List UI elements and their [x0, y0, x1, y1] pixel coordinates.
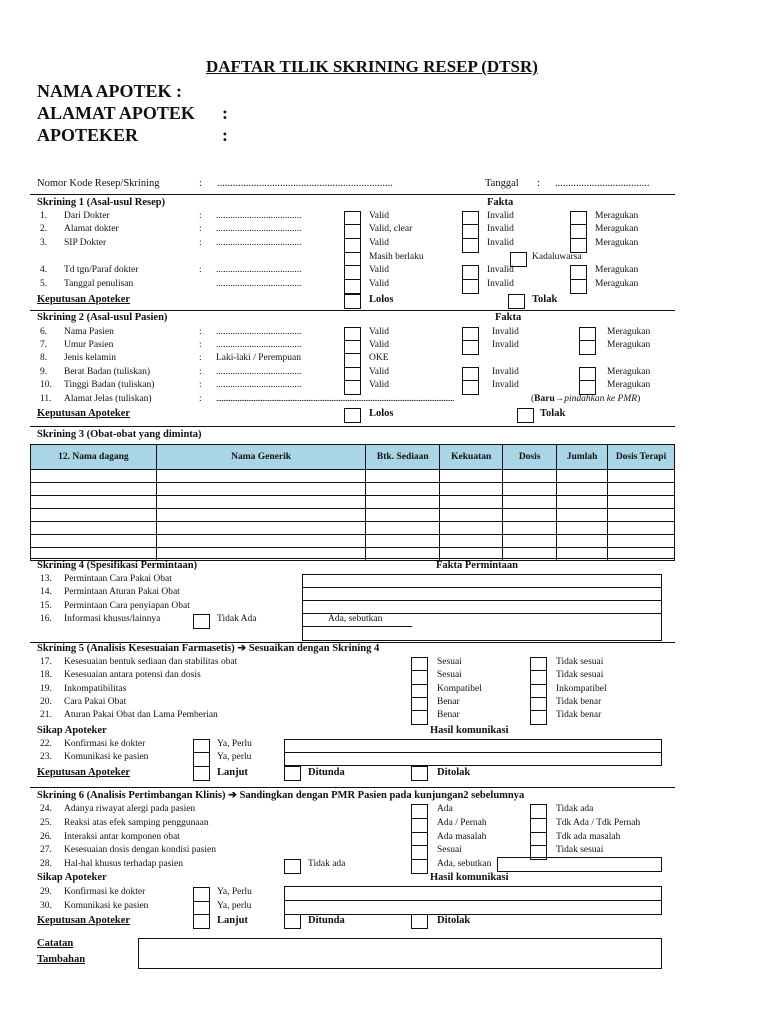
option-label: Valid	[369, 340, 390, 350]
checkbox[interactable]	[411, 766, 428, 781]
table-header-row	[31, 445, 675, 470]
option-label: Sesuai	[437, 657, 462, 667]
item-no: 30.	[40, 901, 52, 911]
option-label: Tidak benar	[556, 697, 602, 707]
pindahkan-note: →pindahkan ke PMR	[554, 394, 638, 404]
table-cell[interactable]	[608, 509, 675, 522]
option-label: Invalid	[487, 265, 514, 275]
drug-table	[30, 444, 675, 561]
apoteker-label: APOTEKER	[37, 125, 139, 145]
item-colon: :	[199, 224, 202, 234]
item-label: Dari Dokter	[64, 211, 110, 221]
keputusan-label: Keputusan Apoteker	[37, 767, 131, 778]
baru-open-paren: (	[531, 394, 535, 404]
checkbox[interactable]	[193, 914, 210, 929]
checkbox[interactable]	[462, 380, 479, 395]
table-cell[interactable]	[440, 522, 503, 535]
table-cell[interactable]	[608, 522, 675, 535]
item-label: Inkompatibilitas	[64, 684, 127, 694]
table-cell[interactable]	[503, 470, 557, 483]
checkbox[interactable]	[462, 340, 479, 355]
checkbox[interactable]	[193, 752, 210, 767]
item-colon: :	[199, 367, 202, 377]
option-label: Valid	[369, 380, 390, 390]
skrining6-title: Skrining 6 (Analisis Pertimbangan Klinis) ➔ Sandingkan dengan PMR Pasien pada kunjungan2 sebelumnya	[37, 790, 525, 801]
item-colon: :	[199, 211, 202, 221]
table-cell[interactable]	[31, 522, 157, 535]
checkbox[interactable]	[344, 294, 361, 309]
option-label: Invalid	[487, 211, 514, 221]
checkbox[interactable]	[193, 766, 210, 781]
hal-khusus-field[interactable]	[497, 857, 662, 872]
option-label: Tdk Ada / Tdk Pernah	[556, 818, 641, 828]
lolos-label: Lolos	[369, 294, 394, 305]
table-cell[interactable]	[608, 535, 675, 548]
col-header-btk-sediaan: Btk. Sediaan	[366, 445, 440, 470]
table-cell[interactable]	[156, 496, 366, 509]
kadaluwarsa-label: Kadaluwarsa	[532, 252, 582, 262]
option-label: Meragukan	[607, 340, 651, 350]
checkbox[interactable]	[411, 845, 428, 860]
option-label: Valid	[369, 279, 390, 289]
checkbox[interactable]	[344, 238, 361, 253]
table-cell[interactable]	[366, 522, 440, 535]
option-label: Invalid	[492, 327, 519, 337]
option-label: Meragukan	[607, 380, 651, 390]
skrining1-fakta: Fakta	[487, 197, 514, 208]
option-label: Ada masalah	[437, 832, 487, 842]
item-label: Aturan Pakai Obat dan Lama Pemberian	[64, 710, 218, 720]
col-header-jumlah: Jumlah	[557, 445, 608, 470]
keputusan-label: Keputusan Apoteker	[37, 408, 131, 419]
table-cell[interactable]	[557, 483, 608, 496]
option-label: Benar	[437, 710, 460, 720]
table-cell[interactable]	[366, 483, 440, 496]
option-label: Valid	[369, 327, 390, 337]
item-label: Cara Pakai Obat	[64, 697, 127, 707]
table-row	[31, 509, 675, 522]
item-label: Alamat Jelas (tuliskan)	[64, 394, 152, 404]
checkbox[interactable]	[344, 265, 361, 280]
table-cell[interactable]	[608, 483, 675, 496]
catatan-label: Catatan	[37, 938, 74, 949]
table-cell[interactable]	[557, 522, 608, 535]
option-label: Tdk ada masalah	[556, 832, 621, 842]
item-no: 23.	[40, 752, 52, 762]
checkbox[interactable]	[517, 408, 534, 423]
option-label: Ada, sebutkan	[437, 859, 492, 869]
hasil-komunikasi-dokter-field[interactable]	[284, 739, 662, 753]
option-label: Tidak sesuai	[556, 845, 604, 855]
option-label: Meragukan	[607, 367, 651, 377]
baru-close-paren: )	[637, 394, 641, 404]
item-no: 27.	[40, 845, 52, 855]
item-label: Nama Pasien	[64, 327, 114, 337]
checkbox[interactable]	[284, 859, 301, 874]
item-label: Informasi khusus/lainnya	[64, 614, 161, 624]
divider	[30, 426, 675, 427]
option-label: Invalid	[487, 238, 514, 248]
checkbox[interactable]	[530, 818, 547, 833]
item-label: Kesesuaian dosis dengan kondisi pasien	[64, 845, 216, 855]
col-header-dosis-terapi: Dosis Terapi	[608, 445, 675, 470]
item-no: 26.	[40, 832, 52, 842]
col-header-nama-generik: Nama Generik	[156, 445, 366, 470]
item-field[interactable]: ....................................	[216, 211, 302, 221]
checkbox[interactable]	[193, 887, 210, 902]
table-cell[interactable]	[156, 522, 366, 535]
table-row	[31, 496, 675, 509]
table-cell[interactable]	[440, 496, 503, 509]
tanggal-field[interactable]: ....................................	[555, 178, 650, 189]
cara-penyiapan-field[interactable]	[302, 600, 662, 614]
option-label: Ada / Pernah	[437, 818, 487, 828]
nomor-kode-label: Nomor Kode Resep/Skrining	[37, 178, 160, 189]
item-field[interactable]: ....................................	[216, 238, 302, 248]
skrining4-title: Skrining 4 (Spesifikasi Permintaan)	[37, 560, 198, 571]
table-cell[interactable]	[503, 483, 557, 496]
table-cell[interactable]	[557, 509, 608, 522]
table-cell[interactable]	[156, 483, 366, 496]
table-cell[interactable]	[366, 470, 440, 483]
checkbox[interactable]	[411, 818, 428, 833]
checkbox[interactable]	[462, 279, 479, 294]
table-cell[interactable]	[156, 470, 366, 483]
item-no: 14.	[40, 587, 52, 597]
item-no: 16.	[40, 614, 52, 624]
nama-apotek-label: NAMA APOTEK :	[37, 81, 183, 101]
option-label: Sesuai	[437, 670, 462, 680]
table-cell[interactable]	[31, 535, 157, 548]
item-no: 8.	[40, 353, 48, 363]
option-label: Meragukan	[595, 238, 639, 248]
option-label: Ya, perlu	[217, 752, 252, 762]
item-label: Hal-hal khusus terhadap pasien	[64, 859, 183, 869]
table-cell[interactable]	[557, 535, 608, 548]
table-cell[interactable]	[31, 470, 157, 483]
item-label: Kesesuaian bentuk sediaan dan stabilitas obat	[64, 657, 238, 667]
checkbox[interactable]	[462, 265, 479, 280]
divider	[30, 310, 675, 311]
keputusan-label: Keputusan Apoteker	[37, 915, 131, 926]
table-cell[interactable]	[31, 483, 157, 496]
item-no: 11.	[40, 394, 52, 404]
item-label: Permintaan Aturan Pakai Obat	[64, 587, 180, 597]
item-field[interactable]: ....................................	[216, 279, 302, 289]
option-label: Meragukan	[595, 279, 639, 289]
skrining5-title: Skrining 5 (Analisis Kesesuaian Farmasetis) ➔ Sesuaikan dengan Skrining 4	[37, 643, 380, 654]
option-label: Inkompatibel	[556, 684, 607, 694]
sikap-apoteker-label: Sikap Apoteker	[37, 725, 107, 736]
item-label: Interaksi antar komponen obat	[64, 832, 180, 842]
hasil-komunikasi-dokter-field[interactable]	[284, 886, 662, 901]
option-label: Ya, perlu	[217, 901, 252, 911]
table-cell[interactable]	[503, 535, 557, 548]
item-label: Konfirmasi ke dokter	[64, 739, 146, 749]
option-label: Tidak ada	[556, 804, 594, 814]
alamat-field[interactable]: ......................................................................................................................................	[216, 394, 454, 404]
table-cell[interactable]	[440, 470, 503, 483]
table-cell[interactable]	[608, 470, 675, 483]
divider	[30, 194, 675, 195]
option-label: Meragukan	[595, 265, 639, 275]
item-label: Adanya riwayat alergi pada pasien	[64, 804, 196, 814]
checkbox[interactable]	[411, 710, 428, 725]
checkbox[interactable]	[570, 279, 587, 294]
tidak-ada-label: Tidak Ada	[217, 614, 257, 624]
lolos-label: Lolos	[369, 408, 394, 419]
option-label: Invalid	[487, 224, 514, 234]
masih-berlaku-label: Masih berlaku	[369, 252, 424, 262]
item-field[interactable]: ....................................	[216, 224, 302, 234]
checkbox[interactable]	[284, 914, 301, 929]
option-label: Invalid	[487, 279, 514, 289]
item-colon: :	[199, 327, 202, 337]
option-label: Meragukan	[607, 327, 651, 337]
item-label: Reaksi atas efek samping penggunaan	[64, 818, 209, 828]
item-no: 1.	[40, 211, 48, 221]
ditunda-label: Ditunda	[308, 915, 345, 926]
fakta-permintaan-label: Fakta Permintaan	[436, 560, 518, 571]
table-row	[31, 522, 675, 535]
item-label: Tanggal penulisan	[64, 279, 134, 289]
item-label: Komunikasi ke pasien	[64, 752, 149, 762]
item-label: Td tgn/Paraf dokter	[64, 265, 139, 275]
checkbox[interactable]	[411, 670, 428, 685]
checkbox[interactable]	[193, 614, 210, 629]
option-label: Invalid	[492, 367, 519, 377]
tanggal-label: Tanggal	[485, 178, 519, 189]
skrining1-title: Skrining 1 (Asal-usul Resep)	[37, 197, 166, 208]
item-no: 15.	[40, 601, 52, 611]
item-colon: :	[199, 353, 202, 363]
table-cell[interactable]	[440, 483, 503, 496]
skrining2-fakta: Fakta	[495, 312, 522, 323]
option-label: Invalid	[492, 380, 519, 390]
divider	[30, 558, 675, 559]
table-cell[interactable]	[31, 509, 157, 522]
checkbox[interactable]	[344, 279, 361, 294]
table-cell[interactable]	[156, 535, 366, 548]
table-cell[interactable]	[503, 496, 557, 509]
table-cell[interactable]	[557, 496, 608, 509]
option-label: Kompatibel	[437, 684, 482, 694]
item-label: Komunikasi ke pasien	[64, 901, 149, 911]
checkbox[interactable]	[579, 340, 596, 355]
checkbox[interactable]	[570, 224, 587, 239]
table-cell[interactable]	[31, 496, 157, 509]
tambahan-label: Tambahan	[37, 954, 86, 965]
option-label: Invalid	[492, 340, 519, 350]
nomor-kode-colon: :	[199, 178, 202, 189]
item-no: 28.	[40, 859, 52, 869]
divider	[30, 787, 675, 788]
col-header-nama-dagang: 12. Nama dagang	[31, 445, 157, 470]
item-colon: :	[199, 394, 202, 404]
checkbox[interactable]	[530, 670, 547, 685]
gender-field[interactable]: Laki-laki / Perempuan	[216, 353, 301, 363]
checkbox[interactable]	[462, 224, 479, 239]
item-no: 20.	[40, 697, 52, 707]
item-no: 7.	[40, 340, 48, 350]
item-field[interactable]: ....................................	[216, 380, 302, 390]
table-cell[interactable]	[440, 509, 503, 522]
nomor-kode-field[interactable]: ...................................................................	[217, 178, 393, 189]
tolak-label: Tolak	[532, 294, 558, 305]
item-no: 6.	[40, 327, 48, 337]
option-label: Sesuai	[437, 845, 462, 855]
item-no: 22.	[40, 739, 52, 749]
alamat-apotek-colon: :	[222, 103, 228, 123]
tolak-label: Tolak	[540, 408, 566, 419]
tanggal-colon: :	[537, 178, 540, 189]
option-label: Meragukan	[595, 211, 639, 221]
item-no: 17.	[40, 657, 52, 667]
option-label: Ada	[437, 804, 453, 814]
option-label: Valid	[369, 238, 390, 248]
checkbox[interactable]	[462, 238, 479, 253]
ditunda-label: Ditunda	[308, 767, 345, 778]
option-label: Ya, Perlu	[217, 887, 252, 897]
checkbox[interactable]	[344, 380, 361, 395]
hasil-komunikasi-label: Hasil komunikasi	[430, 872, 509, 883]
checkbox[interactable]	[344, 353, 361, 368]
item-no: 19.	[40, 684, 52, 694]
table-cell[interactable]	[440, 535, 503, 548]
item-no: 9.	[40, 367, 48, 377]
option-label: Meragukan	[595, 224, 639, 234]
checkbox[interactable]	[570, 265, 587, 280]
table-row	[31, 483, 675, 496]
option-label: Ya, Perlu	[217, 739, 252, 749]
checkbox[interactable]	[508, 294, 525, 309]
lanjut-label: Lanjut	[217, 767, 248, 778]
item-no: 29.	[40, 887, 52, 897]
checkbox[interactable]	[530, 804, 547, 819]
item-field[interactable]: ....................................	[216, 367, 302, 377]
lanjut-label: Lanjut	[217, 915, 248, 926]
ada-sebutkan-label: Ada, sebutkan	[328, 614, 383, 624]
tidak-ada-label: Tidak ada	[308, 859, 346, 869]
option-label: Valid, clear	[369, 224, 413, 234]
item-no: 18.	[40, 670, 52, 680]
item-colon: :	[199, 380, 202, 390]
table-row	[31, 535, 675, 548]
hasil-komunikasi-pasien-field[interactable]	[284, 752, 662, 766]
col-header-dosis: Dosis	[503, 445, 557, 470]
option-label: Tidak sesuai	[556, 657, 604, 667]
skrining2-title: Skrining 2 (Asal-usul Pasien)	[37, 312, 168, 323]
keputusan-label: Keputusan Apoteker	[37, 294, 131, 305]
checkbox[interactable]	[344, 224, 361, 239]
cara-pakai-field[interactable]	[302, 574, 662, 588]
checkbox[interactable]	[570, 238, 587, 253]
item-label: Tinggi Badan (tuliskan)	[64, 380, 155, 390]
item-label: Alamat dokter	[64, 224, 119, 234]
item-no: 13.	[40, 574, 52, 584]
option-label: Tidak benar	[556, 710, 602, 720]
item-label: Konfirmasi ke dokter	[64, 887, 146, 897]
table-row	[31, 470, 675, 483]
item-colon: :	[199, 238, 202, 248]
item-label: SIP Dokter	[64, 238, 107, 248]
checkbox[interactable]	[411, 914, 428, 929]
item-no: 25.	[40, 818, 52, 828]
option-label: Valid	[369, 211, 390, 221]
hasil-komunikasi-label: Hasil komunikasi	[430, 725, 509, 736]
table-cell[interactable]	[557, 470, 608, 483]
item-no: 10.	[40, 380, 52, 390]
table-cell[interactable]	[503, 509, 557, 522]
checkbox[interactable]	[411, 859, 428, 874]
col-header-kekuatan: Kekuatan	[440, 445, 503, 470]
item-no: 24.	[40, 804, 52, 814]
hasil-komunikasi-pasien-field[interactable]	[284, 900, 662, 915]
skrining3-title: Skrining 3 (Obat-obat yang diminta)	[37, 429, 202, 440]
checkbox[interactable]	[411, 804, 428, 819]
option-label: Valid	[369, 265, 390, 275]
item-label: Berat Badan (tuliskan)	[64, 367, 151, 377]
item-no: 5.	[40, 279, 48, 289]
ditolak-label: Ditolak	[437, 767, 471, 778]
item-colon: :	[199, 340, 202, 350]
table-cell[interactable]	[366, 509, 440, 522]
item-field[interactable]: ....................................	[216, 340, 302, 350]
item-no: 3.	[40, 238, 48, 248]
item-label: Permintaan Cara penyiapan Obat	[64, 601, 190, 611]
option-label: Valid	[369, 367, 390, 377]
apoteker-colon: :	[222, 125, 228, 145]
table-cell[interactable]	[608, 496, 675, 509]
checkbox[interactable]	[284, 766, 301, 781]
checkbox[interactable]	[579, 380, 596, 395]
table-cell[interactable]	[503, 522, 557, 535]
item-label: Umur Pasien	[64, 340, 114, 350]
ditolak-label: Ditolak	[437, 915, 471, 926]
aturan-pakai-field[interactable]	[302, 587, 662, 601]
sikap-apoteker-label: Sikap Apoteker	[37, 872, 107, 883]
option-label: Benar	[437, 697, 460, 707]
item-no: 4.	[40, 265, 48, 275]
item-field[interactable]: ....................................	[216, 327, 302, 337]
option-label: OKE	[369, 353, 389, 363]
baru-note	[531, 395, 640, 405]
item-label: Kesesuaian antara potensi dan dosis	[64, 670, 201, 680]
alamat-apotek-label: ALAMAT APOTEK	[37, 103, 195, 123]
page-title: DAFTAR TILIK SKRINING RESEP (DTSR)	[206, 57, 538, 76]
table-cell[interactable]	[156, 509, 366, 522]
checkbox[interactable]	[344, 408, 361, 423]
divider	[302, 626, 412, 627]
table-cell[interactable]	[366, 496, 440, 509]
item-no: 21.	[40, 710, 52, 720]
table-cell[interactable]	[366, 535, 440, 548]
catatan-tambahan-field[interactable]	[138, 938, 662, 969]
item-field[interactable]: ....................................	[216, 265, 302, 275]
option-label: Tidak sesuai	[556, 670, 604, 680]
baru-label: Baru	[534, 394, 555, 404]
item-label: Permintaan Cara Pakai Obat	[64, 574, 172, 584]
checkbox[interactable]	[530, 710, 547, 725]
item-no: 2.	[40, 224, 48, 234]
item-colon: :	[199, 265, 202, 275]
item-label: Jenis kelamin	[64, 353, 116, 363]
